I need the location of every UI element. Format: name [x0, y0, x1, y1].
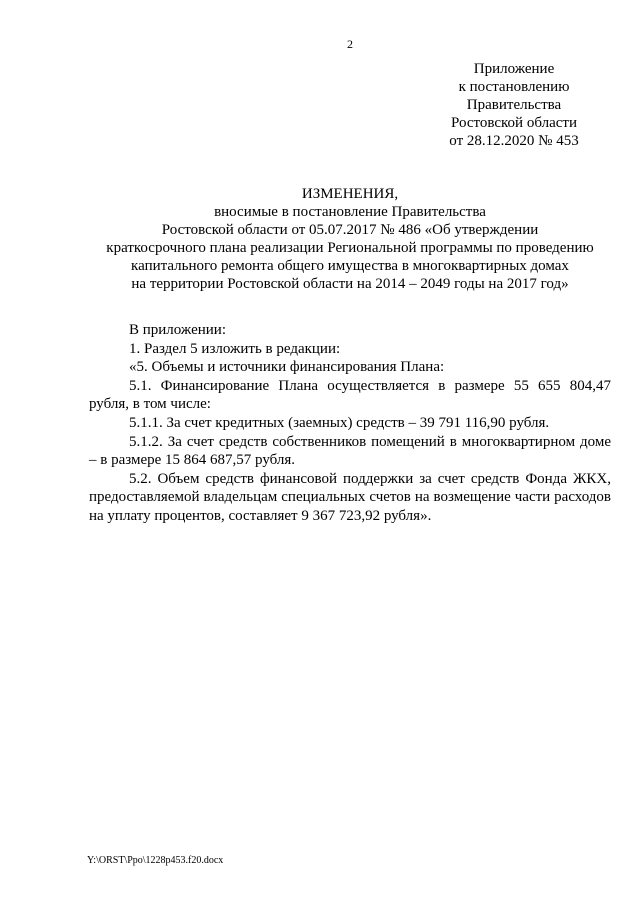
- body-paragraph: 5.1.2. За счет средств собственников помещений в многоквартирном доме – в размере 15 864 687,57 рубля.: [89, 433, 611, 469]
- file-path-footer: Y:\ORST\Ppo\1228p453.f20.docx: [87, 855, 224, 866]
- appendix-line: Ростовской области: [451, 115, 577, 131]
- body-paragraph: 5.1. Финансирование Плана осуществляется в размере 55 655 804,47 рубля, в том числе:: [89, 377, 611, 413]
- appendix-line: от 28.12.2020 № 453: [449, 133, 579, 149]
- body-paragraph: «5. Объемы и источники финансирования Плана:: [129, 359, 445, 376]
- body-paragraph: 5.1.1. За счет кредитных (заемных) средств – 39 791 116,90 рубля.: [129, 414, 550, 431]
- document-heading: [60, 185, 640, 293]
- body-paragraph: 5.2. Объем средств финансовой поддержки за счет средств Фонда ЖКХ, предоставляемой владельцам специальных счетов на возмещение части расходов на уплату процентов, составляет 9 367 723,92 рубля».: [89, 470, 611, 524]
- document-subtitle-line: Ростовской области от 05.07.2017 № 486 «Об утверждении: [161, 222, 539, 238]
- appendix-line: Приложение: [473, 61, 555, 77]
- appendix-block: [430, 60, 598, 150]
- page-number: 2: [347, 37, 353, 51]
- document-subtitle-line: краткосрочного плана реализации Региональной программы по проведению: [106, 240, 594, 256]
- body-paragraph: В приложении:: [129, 322, 226, 338]
- document-body: [89, 321, 611, 526]
- document-title: ИЗМЕНЕНИЯ,: [301, 186, 399, 202]
- document-subtitle-line: вносимые в постановление Правительства: [214, 204, 486, 220]
- body-paragraph: 1. Раздел 5 изложить в редакции:: [129, 340, 341, 357]
- appendix-line: к постановлению: [458, 79, 570, 95]
- document-subtitle-line: на территории Ростовской области на 2014 – 2049 годы на 2017 год»: [131, 276, 569, 292]
- document-subtitle-line: капитального ремонта общего имущества в многоквартирных домах: [131, 258, 569, 274]
- appendix-line: Правительства: [466, 97, 562, 113]
